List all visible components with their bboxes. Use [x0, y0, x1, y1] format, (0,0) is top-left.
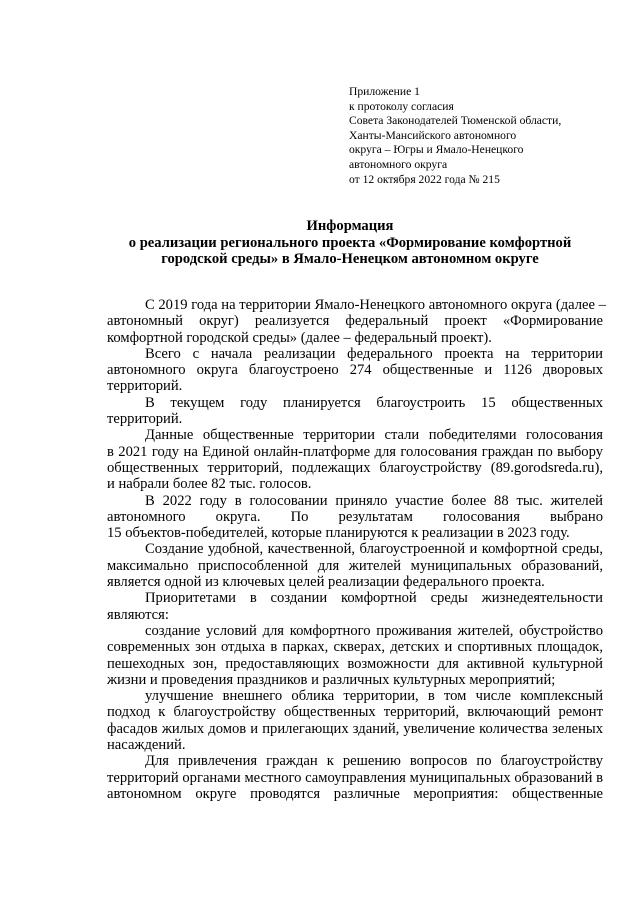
- appendix-line: к протоколу согласия: [349, 99, 454, 113]
- body-line: автономного округа. По результатам голосования выбрано: [107, 508, 603, 525]
- body-line: территорий.: [107, 411, 183, 428]
- body-line: автономном округе проводятся различные мероприятия: общественные: [107, 785, 603, 802]
- body-line: Приоритетами в создании комфортной среды жизнедеятельности: [145, 590, 603, 607]
- body-line: является одной из ключевых целей реализации федерального проекта.: [107, 574, 545, 591]
- body-line: пешеходных зон, предоставляющих возможности для активной культурной: [107, 655, 603, 672]
- body-line: В текущем году планируется благоустроить 15 общественных: [145, 394, 603, 411]
- body-line: являются:: [107, 606, 169, 623]
- body-line: создание условий для комфортного проживания жителей, обустройство: [145, 622, 603, 639]
- body-paragraph: [107, 493, 603, 542]
- body-line: С 2019 года на территории Ямало-Ненецкого автономного округа (далее –: [145, 297, 606, 313]
- body-line: современных зон отдыха в парках, скверах, детских и спортивных площадок,: [107, 639, 603, 656]
- appendix-header: [349, 85, 619, 187]
- appendix-line: автономного округа: [349, 157, 448, 171]
- document-title: [100, 218, 600, 268]
- appendix-line: Совета Законодателей Тюменской области,: [349, 114, 562, 128]
- title-line: о реализации регионального проекта «Формирование комфортной: [128, 234, 572, 251]
- body-line: улучшение внешнего облика территории, в том числе комплексный: [145, 688, 603, 705]
- body-line: комфортной городской среды» (далее – федеральный проект).: [107, 329, 492, 346]
- body-line: автономного округа благоустроено 274 общественные и 1126 дворовых: [107, 362, 603, 379]
- body-paragraph: [107, 541, 603, 590]
- body-line: 15 объектов-победителей, которые планируются к реализации в 2023 году.: [107, 525, 570, 542]
- body-line: в 2021 году на Единой онлайн-платформе для голосования граждан по выбору: [107, 443, 603, 460]
- body-line: максимально приспособленной для жителей муниципальных образований,: [107, 557, 603, 574]
- body-line: Данные общественные территории стали победителями голосования: [145, 427, 603, 444]
- body-paragraph: [107, 688, 603, 753]
- body-line: Создание удобной, качественной, благоустроенной и комфортной среды,: [145, 541, 603, 558]
- body-line: автономный округ) реализуется федеральный проект «Формирование: [107, 313, 603, 330]
- title-line: городской среды» в Ямало-Ненецком автономном округе: [161, 251, 539, 268]
- body-paragraph: [107, 590, 603, 623]
- body-paragraph: [107, 753, 603, 802]
- body-line: жизни и проведения праздников и различных культурных мероприятий;: [107, 671, 556, 688]
- title-line: Информация: [306, 218, 394, 234]
- body-line: Для привлечения граждан к решению вопросов по благоустройству: [145, 753, 603, 770]
- body-paragraph: [107, 346, 603, 395]
- body-line: насаждений.: [107, 737, 186, 754]
- body-line: территорий.: [107, 378, 183, 395]
- body-paragraph: [107, 623, 603, 688]
- body-line: общественных территорий, подлежащих благоустройству (89.gorodsreda.ru),: [107, 459, 603, 476]
- body-line: территорий органами местного самоуправления муниципальных образований в: [107, 769, 603, 786]
- body-line: Всего с начала реализации федерального проекта на территории: [145, 345, 603, 362]
- appendix-line: от 12 октября 2022 года № 215: [349, 172, 500, 186]
- body-paragraph: [107, 395, 603, 428]
- appendix-line: Ханты-Мансийского автономного: [349, 128, 517, 142]
- body-line: и набрали более 82 тыс. голосов.: [107, 476, 312, 493]
- appendix-line: округа – Югры и Ямало-Ненецкого: [349, 143, 524, 157]
- body-paragraph: [107, 427, 603, 492]
- body-line: В 2022 году в голосовании приняло участие более 88 тыс. жителей: [145, 492, 603, 509]
- appendix-line: Приложение 1: [349, 85, 420, 98]
- body-line: фасадов жилых домов и прилегающих зданий, увеличение количества зеленых: [107, 720, 603, 737]
- body-paragraph: [107, 297, 606, 346]
- body-line: подход к благоустройству общественных территорий, включающий ремонт: [107, 704, 603, 721]
- document-body: [107, 297, 606, 802]
